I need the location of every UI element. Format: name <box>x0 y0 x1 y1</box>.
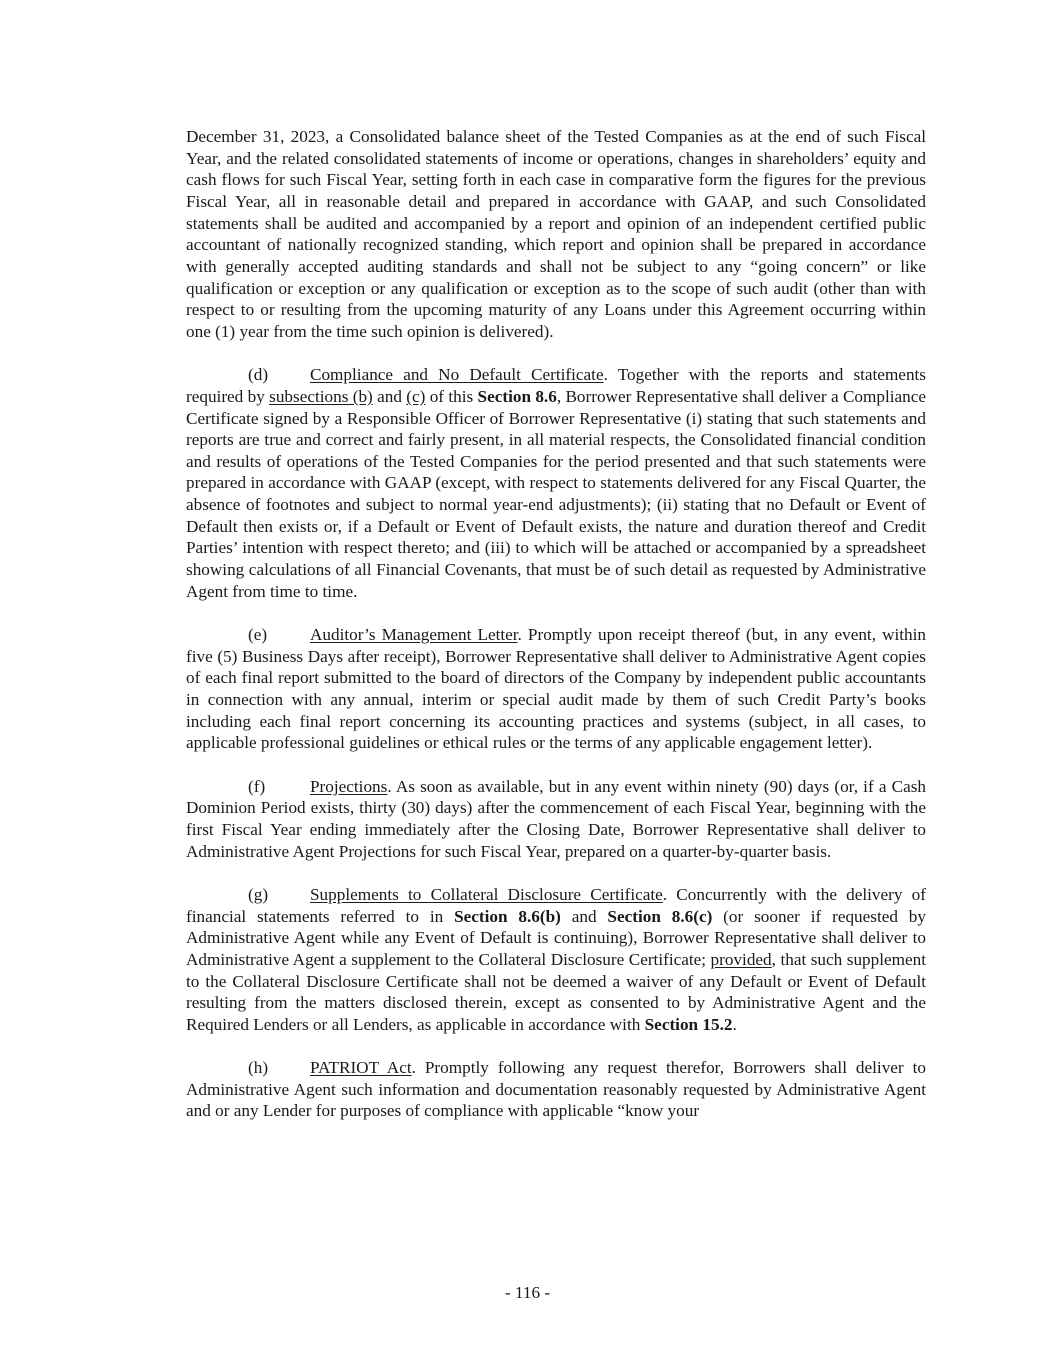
proviso-term: provided <box>710 949 772 969</box>
paragraph-e <box>186 624 926 754</box>
paragraph-f <box>186 776 926 863</box>
clause-text: , that such supplement to the Collateral Disclosure Certificate shall not be deemed a waiver of any Default or Event of Default resulting from the matters disclosed therein, except as consented to by Administrative Agent and the Required Lenders or all Lenders, as applicable in accordance with <box>186 949 926 1034</box>
clause-heading: Projections <box>310 776 388 796</box>
paragraph-continuation: December 31, 2023, a Consolidated balance sheet of the Tested Companies as at the end of such Fiscal Year, and the related consolidated statements of income or operations, changes in shareholders’ equity and cash flows for such Fiscal Year, setting forth in each case in comparative form the figures for the previous Fiscal Year, all in reasonable detail and prepared in accordance with GAAP, and such Consolidated statements shall be audited and accompanied by a report and opinion of an independent certified public accountant of nationally recognized standing, which report and opinion shall be prepared in accordance with generally accepted auditing standards and shall not be subject to any “going concern” or like qualification or exception or any qualification or exception as to the scope of such audit (other than with respect to or resulting from the upcoming maturity of any Loans under this Agreement occurring within one (1) year from the time such opinion is delivered). <box>186 127 926 341</box>
section-reference: Section 8.6 <box>477 386 557 406</box>
section-reference: Section 8.6(b) <box>454 906 561 926</box>
clause-text: . As soon as available, but in any event within ninety (90) days (or, if a Cash Dominion Period exists, thirty (30) days) after the commencement of each Fiscal Year, beginning with the first Fiscal Year ending immediately after the Closing Date, Borrower Representative shall deliver to Administrative Agent Projections for such Fiscal Year, prepared on a quarter-by-quarter basis. <box>186 776 926 861</box>
clause-text: and <box>372 386 407 406</box>
paragraph-h <box>186 1057 926 1122</box>
clause-text: . Together with the reports and statements required by <box>186 365 926 406</box>
body-text <box>186 126 926 1144</box>
clause-heading: Compliance and No Default Certificate <box>310 365 604 385</box>
section-reference: Section 15.2 <box>644 1014 733 1034</box>
clause-text: . Concurrently with the delivery of financial statements referred to in <box>186 884 926 926</box>
section-reference: Section 8.6(c) <box>607 906 713 926</box>
paragraph-g <box>186 884 926 1036</box>
clause-heading: Supplements to Collateral Disclosure Certificate <box>310 884 663 904</box>
clause-text: . Promptly upon receipt thereof (but, in any event, within five (5) Business Days after receipt), Borrower Representative shall deliver to Administrative Agent copies of each final report submitted to the board of directors of the Company by independent public accountants in connection with any annual, interim or special audit made by them of such Credit Party’s books including each final report concerning its accounting practices and systems (subject, in all cases, to applicable professional guidelines or ethical rules or the terms of any applicable engagement letter). <box>186 625 927 753</box>
clause-label: (g) <box>248 884 269 904</box>
clause-heading: PATRIOT Act <box>310 1058 412 1078</box>
paragraph-d <box>186 364 926 602</box>
clause-label: (e) <box>248 625 268 645</box>
page-number: - 116 - <box>504 1283 551 1302</box>
clause-label: (d) <box>248 365 269 385</box>
clause-heading: Auditor’s Management Letter <box>310 625 518 645</box>
clause-text: . <box>732 1014 737 1034</box>
clause-text: (or sooner if requested by Administrative Agent while any Event of Default is continuing), Borrower Representative shall deliver to Administrative Agent a supplement to the Collateral Disclosure Certificate; <box>186 906 926 969</box>
cross-reference: (c) <box>406 386 426 406</box>
clause-label: (f) <box>248 776 266 796</box>
clause-text: . Promptly following any request therefor, Borrowers shall deliver to Administrative Agent such information and documentation reasonably requested by Administrative Agent and or any Lender for purposes of compliance with applicable “know your <box>186 1058 926 1121</box>
cross-reference: subsections (b) <box>269 386 373 406</box>
clause-text: and <box>560 906 608 926</box>
clause-text: , Borrower Representative shall deliver a Compliance Certificate signed by a Responsible Officer of Borrower Representative (i) stating that such statements and reports are true and correct and fairly present, in all material respects, the Consolidated financial condition and results of operations of the Tested Companies for the period presented and that such statements were prepared in accordance with GAAP (except, with respect to statements delivered for any Fiscal Quarter, the absence of footnotes and subject to normal year-end adjustments); (ii) stating that no Default or Event of Default then exists or, if a Default or Event of Default exists, the nature and duration thereof and Credit Parties’ intention with respect thereto; and (iii) to which will be attached or accompanied by a spreadsheet showing calculations of all Financial Covenants, that must be of such detail as requested by Administrative Agent from time to time. <box>186 386 927 601</box>
clause-label: (h) <box>248 1058 269 1078</box>
clause-text: of this <box>425 386 478 406</box>
